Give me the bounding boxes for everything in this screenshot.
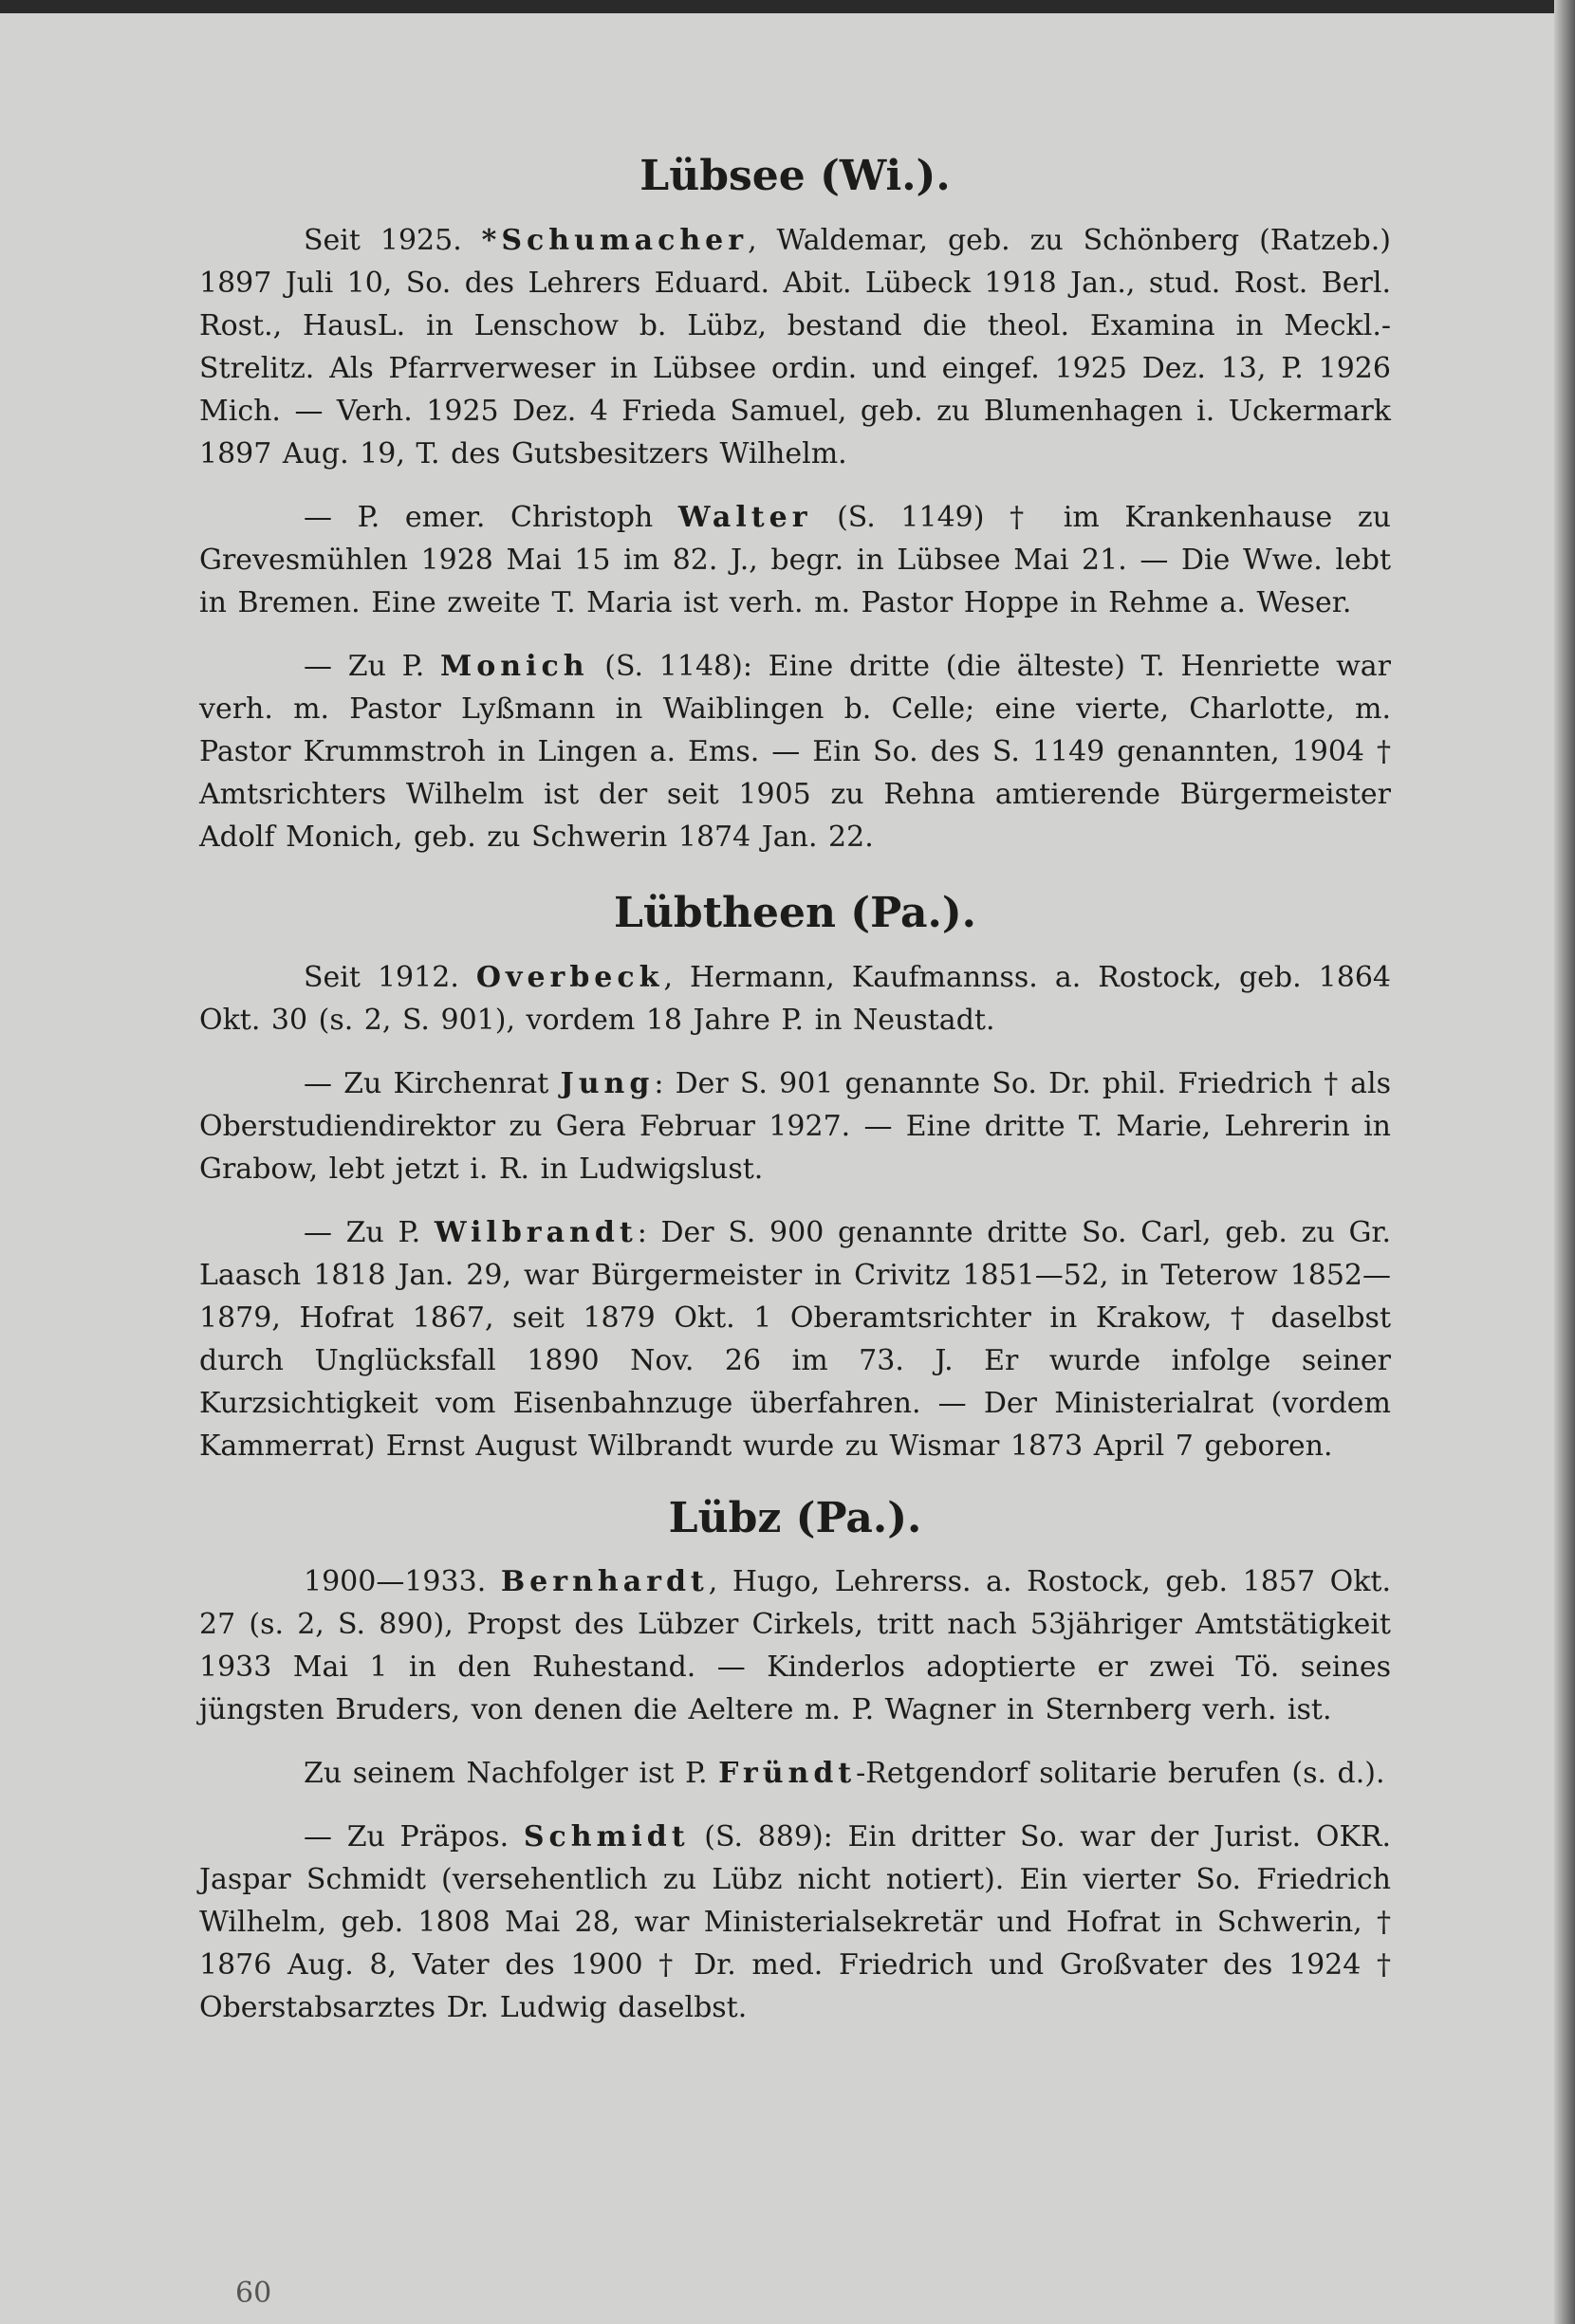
entry-paragraph	[199, 956, 1391, 1042]
entry-text: , Hermann, Kaufmannss. a. Rostock, geb. 1864 Okt. 30 (s. 2, S. 901), vordem 18 Jahre P. in Neustadt.	[199, 960, 1391, 1037]
entry-prefix: Seit 1925.	[304, 223, 482, 257]
entry-name: Jung	[560, 1066, 655, 1100]
entry-text: : Der S. 900 genannte dritte So. Carl, geb. zu Gr. Laasch 1818 Jan. 29, war Bürgermeister in Crivitz 1851—52, in Teterow 1852—1879, Hofrat 1867, seit 1879 Okt. 1 Oberamtsrichter in Krakow, † daselbst durch Unglücksfall 1890 Nov. 26 im 73. J. Er wurde infolge seiner Kurzsichtigkeit vom Eisenbahnzuge überfahren. — Der Ministerialrat (vordem Kammerrat) Ernst August Wilbrandt wurde zu Wismar 1873 April 7 geboren.	[199, 1215, 1392, 1463]
entry-name: Monich	[440, 649, 589, 683]
entry-prefix: 1900—1933.	[304, 1565, 501, 1599]
book-page	[199, 133, 1391, 2029]
entry-prefix: — P. emer. Christoph	[304, 500, 678, 534]
entry-text: , Hugo, Lehrerss. a. Rostock, geb. 1857 Okt. 27 (s. 2, S. 890), Propst des Lübzer Cirkels, tritt nach 53jähriger Amtstätigkeit 1933 Mai 1 in den Ruhestand. — Kinderlos adoptierte er zwei Tö. seines jüngsten Bruders, von denen die Aeltere m. P. Wagner in Sternberg verh. ist.	[199, 1565, 1391, 1727]
entry-text: (S. 1148): Eine dritte (die älteste) T. Henriette war verh. m. Pastor Lyßmann in Waiblingen b. Celle; eine vierte, Charlotte, m. Pastor Krummstroh in Lingen a. Ems. — Ein So. des S. 1149 genannten, 1904 † Amtsrichters Wilhelm ist der seit 1905 zu Rehna amtierende Bürgermeister Adolf Monich, geb. zu Schwerin 1874 Jan. 22.	[199, 649, 1391, 854]
entry-paragraph	[199, 219, 1391, 475]
section-title: Lübtheen (Pa.).	[614, 888, 976, 937]
entry-prefix: — Zu Kirchenrat	[304, 1066, 561, 1100]
entry-name: Overbeck	[475, 960, 664, 994]
entry-paragraph	[199, 1062, 1391, 1190]
entry-prefix: — Zu P.	[304, 649, 441, 683]
entry-name: Walter	[677, 500, 812, 534]
entry-name: Fründt	[718, 1757, 857, 1791]
entry-paragraph	[199, 1560, 1391, 1731]
page-number: 60	[235, 2277, 272, 2310]
entry-name: *Schumacher	[481, 223, 749, 257]
entry-text: : Der S. 901 genannte So. Dr. phil. Friedrich † als Oberstudiendirektor zu Gera Februar 1927. — Eine dritte T. Marie, Lehrerin in Grabow, lebt jetzt i. R. in Ludwigslust.	[199, 1066, 1391, 1186]
entry-paragraph	[199, 1752, 1391, 1795]
entry-prefix: Seit 1912.	[304, 960, 476, 994]
entry-text: (S. 1149) † im Krankenhause zu Grevesmühlen 1928 Mai 15 im 82. J., begr. in Lübsee Mai 21. — Die Wwe. lebt in Bremen. Eine zweite T. Maria ist verh. m. Pastor Hoppe in Rehme a. Weser.	[199, 500, 1391, 619]
book-gutter-shadow	[1554, 0, 1575, 2324]
entry-text: , Waldemar, geb. zu Schönberg (Ratzeb.) 1897 Juli 10, So. des Lehrers Eduard. Abit. Lübeck 1918 Jan., stud. Rost. Berl. Rost., HausL. in Lenschow b. Lübz, bestand die theol. Examina in Meckl.-Strelitz. Als Pfarrverweser in Lübsee ordin. und eingef. 1925 Dez. 13, P. 1926 Mich. — Verh. 1925 Dez. 4 Frieda Samuel, geb. zu Blumenhagen i. Uckermark 1897 Aug. 19, T. des Gutsbesitzers Wilhelm.	[199, 223, 1392, 470]
scan-top-edge	[0, 0, 1575, 13]
entry-prefix: — Zu P.	[304, 1215, 435, 1249]
entry-paragraph	[199, 645, 1391, 858]
section-title: Lübz (Pa.).	[668, 1493, 922, 1542]
section-luebz	[199, 1494, 1391, 2030]
entry-paragraph	[199, 1816, 1391, 2029]
entry-text: (S. 889): Ein dritter So. war der Jurist. OKR. Jaspar Schmidt (versehentlich zu Lübz nicht notiert). Ein vierter So. Friedrich Wilhelm, geb. 1808 Mai 28, war Ministerialsekretär und Hofrat in Schwerin, † 1876 Aug. 8, Vater des 1900 † Dr. med. Friedrich und Großvater des 1924 † Oberstabsarztes Dr. Ludwig daselbst.	[199, 1820, 1391, 2025]
section-luebsee	[199, 152, 1391, 858]
entry-prefix: Zu seinem Nachfolger ist P.	[304, 1757, 719, 1791]
entry-paragraph	[199, 496, 1391, 624]
entry-name: Bernhardt	[500, 1565, 709, 1599]
section-title: Lübsee (Wi.).	[639, 152, 951, 200]
entry-text: -Retgendorf solitarie berufen (s. d.).	[856, 1757, 1385, 1791]
entry-name: Schmidt	[523, 1820, 690, 1854]
entry-name: Wilbrandt	[434, 1215, 638, 1249]
entry-prefix: — Zu Präpos.	[304, 1820, 524, 1854]
entry-paragraph	[199, 1211, 1391, 1467]
section-luebtheen	[199, 889, 1391, 1467]
